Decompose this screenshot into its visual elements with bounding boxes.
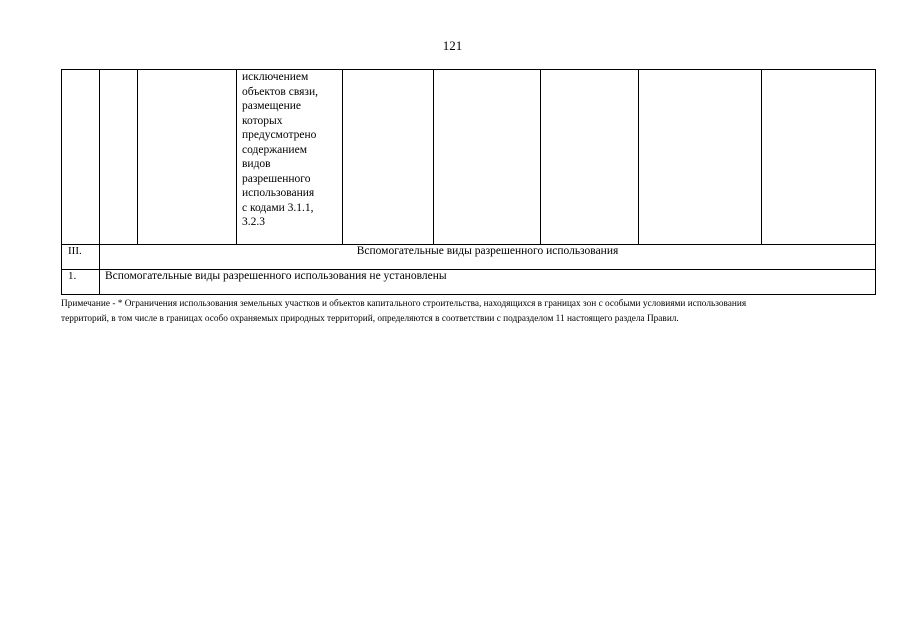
table-cell <box>62 70 100 245</box>
item-row <box>62 270 876 295</box>
description-line: видов <box>242 158 271 170</box>
table-row-continued <box>62 70 876 245</box>
description-line: размещение <box>242 100 301 112</box>
description-line: объектов связи, <box>242 85 318 98</box>
footnote-line: Примечание - * Ограничения использования земельных участков и объектов капитального строительства, находящихся в границах зон с особыми условиями использования <box>61 299 747 309</box>
footnote-line: территорий, в том числе в границах особо охраняемых природных территорий, определяются в соответствии с подразделом 11 настоящего раздела Правил. <box>61 314 679 324</box>
footnote <box>61 297 877 327</box>
description-line: 3.2.3 <box>242 216 265 228</box>
section-row <box>62 245 876 270</box>
description-line: использования <box>242 187 315 199</box>
description-line: которых <box>242 114 283 127</box>
description-cell <box>237 70 343 245</box>
description-line: с кодами 3.1.1, <box>242 201 314 214</box>
description-line: предусмотрено <box>242 129 317 141</box>
table-cell <box>541 70 639 245</box>
page-number: 121 <box>442 38 463 53</box>
item-number: 1. <box>62 270 100 295</box>
table-cell <box>100 70 138 245</box>
table-cell <box>434 70 541 245</box>
description-line: разрешенного <box>242 172 311 185</box>
table-cell <box>639 70 762 245</box>
item-text: Вспомогательные виды разрешенного использования не установлены <box>100 270 876 295</box>
description-line: содержанием <box>242 143 307 156</box>
table-cell <box>343 70 434 245</box>
table-cell <box>138 70 237 245</box>
description-line: исключением <box>242 71 309 83</box>
table-cell <box>762 70 876 245</box>
section-title: Вспомогательные виды разрешенного использования <box>100 245 876 270</box>
zoning-table <box>61 69 876 295</box>
section-number: III. <box>62 245 100 270</box>
